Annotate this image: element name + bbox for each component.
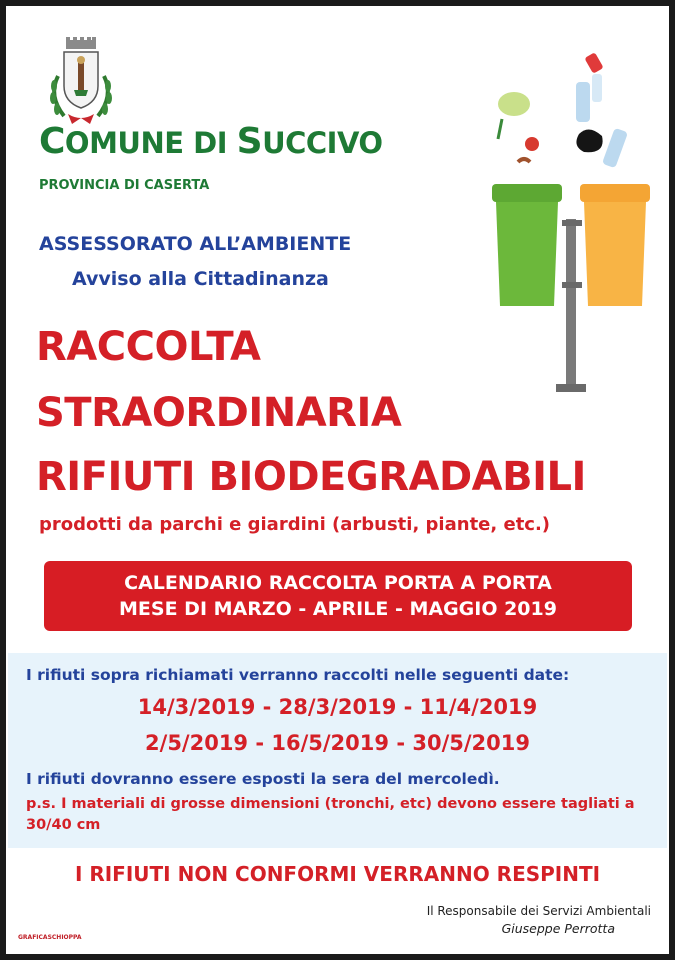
provincia-label: PROVINCIA DI CASERTA — [39, 178, 210, 193]
title-line-1: RACCOLTA — [36, 324, 261, 370]
info-intro: I rifiuti sopra richiamati verranno raccolti nelle seguenti date: — [26, 666, 570, 684]
poster — [6, 6, 669, 954]
dates-line-1: 14/3/2019 - 28/3/2019 - 11/4/2019 — [137, 695, 538, 719]
warning-heading: I RIFIUTI NON CONFORMI VERRANNO RESPINTI — [74, 862, 601, 886]
coat-of-arms-icon — [44, 36, 118, 126]
credit-label: GRAFICASCHIOPPA — [18, 934, 82, 941]
title-line-2: STRAORDINARIA — [36, 390, 402, 436]
info-esposti: I rifiuti dovranno essere esposti la sera del mercoledì. — [26, 770, 500, 788]
assessorato-heading: ASSESSORATO ALL’AMBIENTE — [39, 233, 352, 255]
dates-line-2: 2/5/2019 - 16/5/2019 - 30/5/2019 — [145, 731, 530, 755]
signature-name: Giuseppe Perrotta — [501, 921, 615, 936]
waste-bins-icon — [484, 44, 669, 404]
subtitle: prodotti da parchi e giardini (arbusti, piante, etc.) — [39, 514, 551, 535]
info-ps-note: p.s. I materiali di grosse dimensioni (tronchi, etc) devono essere tagliati a 30/40 cm — [26, 796, 635, 833]
comune-title: COMUNE DI SUCCIVO — [39, 121, 383, 162]
info-box — [8, 653, 667, 848]
calendar-banner-line-2: MESE DI MARZO - APRILE - MAGGIO 2019 — [119, 598, 557, 620]
avviso-heading: Avviso alla Cittadinanza — [72, 268, 329, 290]
calendar-banner-line-1: CALENDARIO RACCOLTA PORTA A PORTA — [124, 572, 552, 594]
calendar-banner — [44, 561, 632, 631]
signature-role: Il Responsabile dei Servizi Ambientali — [426, 904, 651, 918]
title-line-3: RIFIUTI BIODEGRADABILI — [36, 454, 586, 500]
